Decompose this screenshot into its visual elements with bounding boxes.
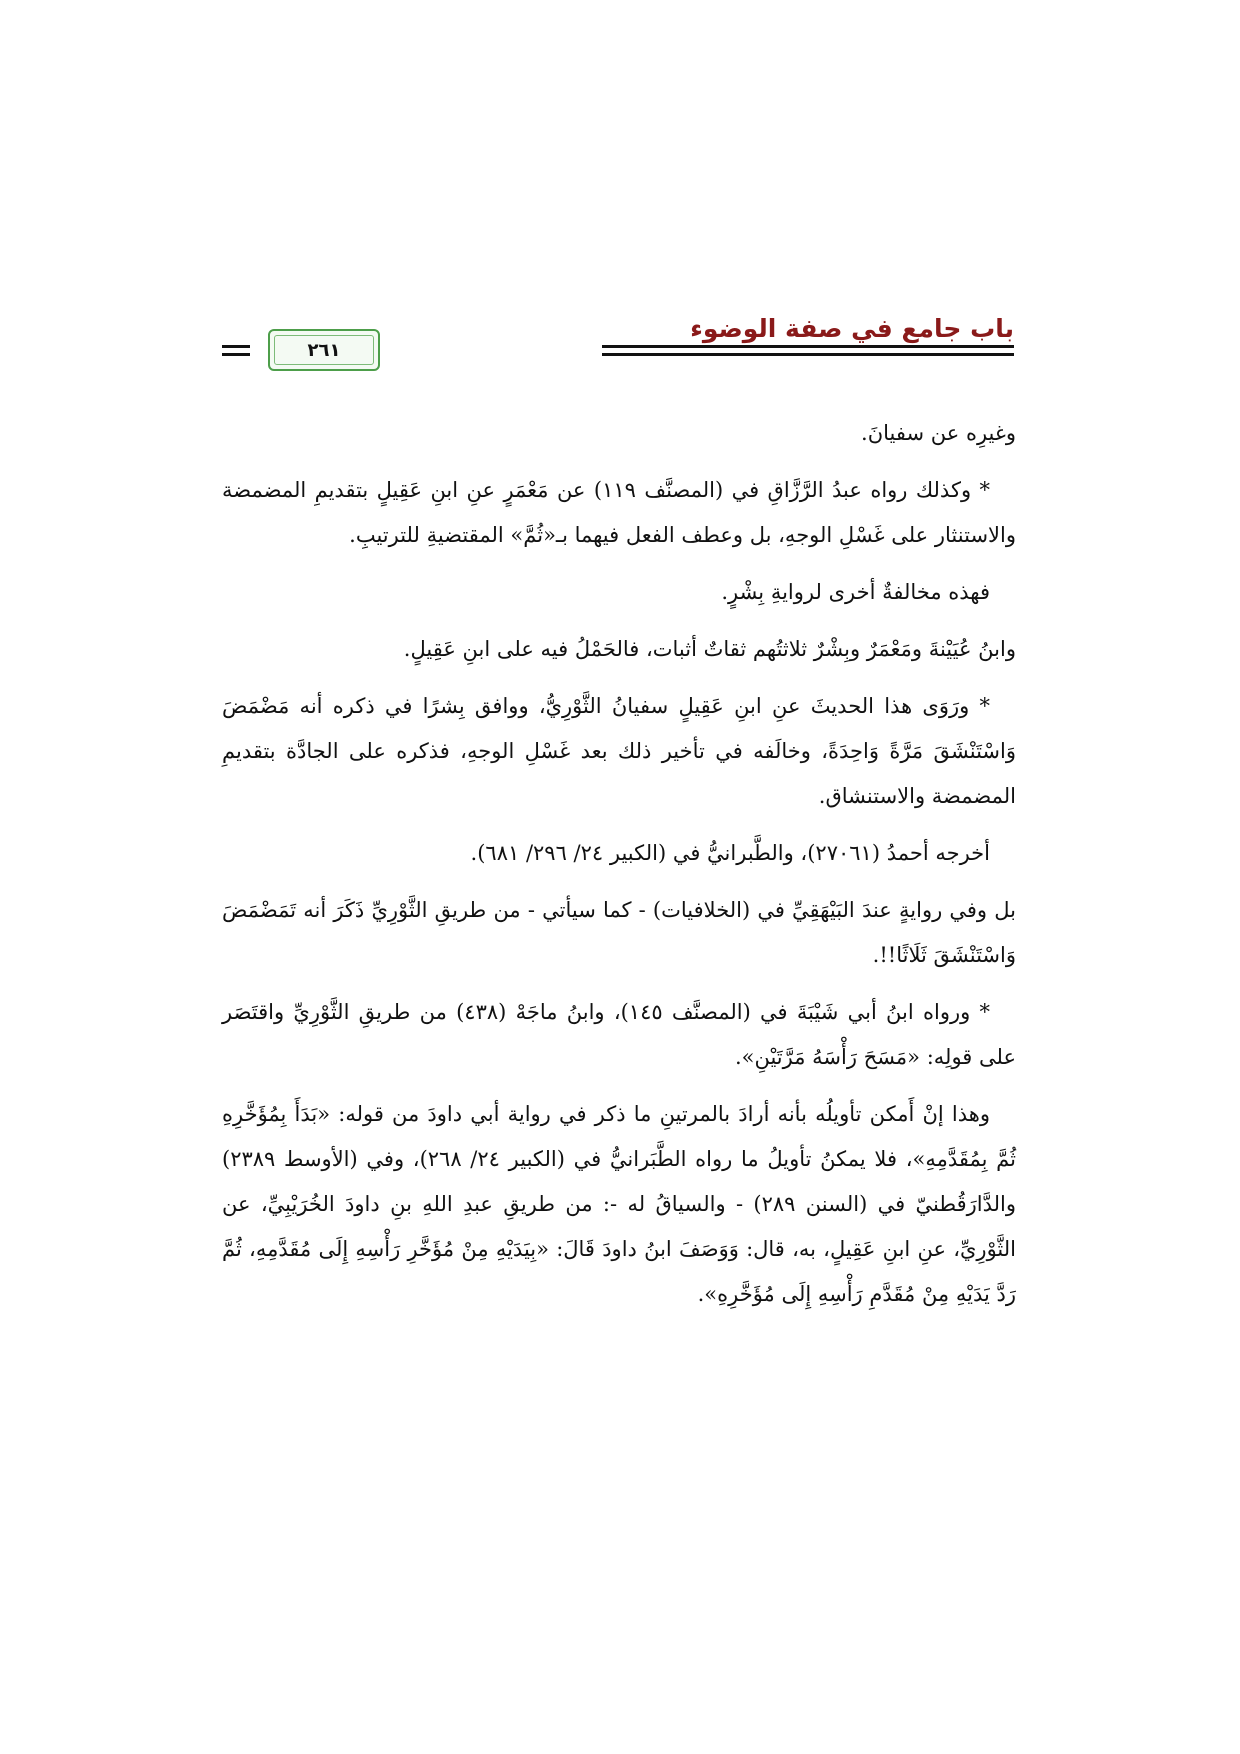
chapter-title: باب جامع في صفة الوضوء: [690, 314, 1014, 343]
main-text: [222, 411, 1016, 1329]
paragraph: * ورواه ابنُ أبي شَيْبَةَ في (المصنَّف ١٤٥)، وابنُ ماجَهْ (٤٣٨) من طريقِ الثَّوْرِيِّ واقتَصَر على قولِه: «مَسَحَ رَأْسَهُ مَرَّتَيْنِ».: [222, 1000, 1016, 1069]
paragraph: وهذا إنْ أَمكن تأويلُه بأنه أرادَ بالمرتينِ ما ذكر في رواية أبي داودَ من قوله: «بَدَأَ بِمُؤَخَّرِهِ ثُمَّ بِمُقَدَّمِهِ»، فلا يمكنُ تأويلُ ما رواه الطَّبَرانيُّ في (الكبير ٢٤/ ٢٦٨)، وفي (الأوسط ٢٣٨٩) والدَّارَقُطنيّ في (السنن ٢٨٩) - والسياقُ له -: من طريقِ عبدِ اللهِ بنِ داودَ الخُرَيْبِيِّ، عن الثَّوْرِيِّ، عنِ ابنِ عَقِيلٍ، به، قال: وَوَصَفَ ابنُ داودَ قَالَ: «بِيَدَيْهِ مِنْ مُؤَخَّرِ رَأْسِهِ إِلَى مُقَدَّمِهِ، ثُمَّ رَدَّ يَدَيْهِ مِنْ مُقَدَّمِ رَأْسِهِ إِلَى مُؤَخَّرِهِ».: [222, 1102, 1017, 1306]
header-rule: [222, 345, 250, 348]
page-number-frame: [268, 329, 380, 371]
page-header: [222, 304, 1014, 380]
paragraph: فهذه مخالفةٌ أخرى لروايةِ بِشْرٍ.: [721, 580, 990, 604]
page-number: ٢٦١: [307, 339, 341, 361]
paragraph: أخرجه أحمدُ (٢٧٠٦١)، والطَّبرانيُّ في (الكبير ٢٤/ ٢٩٦/ ٦٨١).: [470, 841, 990, 865]
paragraph: بل وفي روايةٍ عندَ البَيْهَقِيِّ في (الخلافيات) - كما سيأتي - من طريقِ الثَّوْرِيِّ ذَكَرَ أنه تَمَضْمَضَ وَاسْتَنْشَقَ ثَلَاثًا!!.: [222, 898, 1016, 967]
header-rule: [602, 345, 1014, 348]
paragraph: * ورَوَى هذا الحديثَ عنِ ابنِ عَقِيلٍ سفيانُ الثَّوْرِيُّ، ووافق بِشرًا في ذكره أنه مَضْمَضَ وَاسْتَنْشَقَ مَرَّةً وَاحِدَةً، وخالَفه في تأخير ذلك بعد غَسْلِ الوجهِ، فذكره على الجادَّة بتقديمِ المضمضة والاستنشاق.: [222, 694, 1016, 808]
header-rule: [602, 353, 1014, 356]
page-number-frame-inner: [274, 335, 374, 365]
header-rule: [222, 353, 250, 356]
paragraph: * وكذلك رواه عبدُ الرَّزَّاقِ في (المصنَّف ١١٩) عن مَعْمَرٍ عنِ ابنِ عَقِيلٍ بتقديمِ المضمضة والاستنثار على غَسْلِ الوجهِ، بل وعطف الفعل فيهما بـ«ثُمَّ» المقتضيةِ للترتيبِ.: [222, 478, 1016, 547]
paragraph: وابنُ عُيَيْنةَ ومَعْمَرٌ وبِشْرٌ ثلاثتُهم ثقاتٌ أثبات، فالحَمْلُ فيه على ابنِ عَقِيلٍ.: [403, 637, 1016, 661]
paragraph: وغيرِه عن سفيانَ.: [861, 421, 1016, 445]
